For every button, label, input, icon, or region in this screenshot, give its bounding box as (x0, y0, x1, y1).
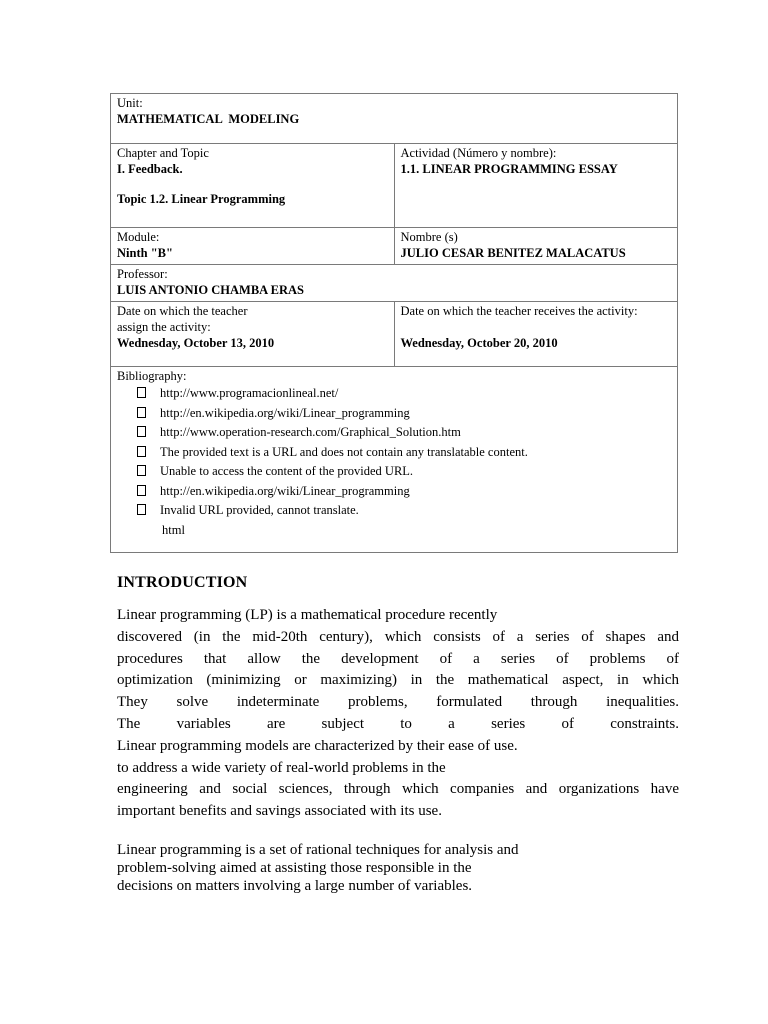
checkbox-bullet-icon (137, 446, 146, 457)
bibliography-item: Invalid URL provided, cannot translate. (137, 502, 671, 522)
paragraph-line: Linear programming models are characterized by their ease of use. (117, 737, 518, 754)
bibliography-tail: html (162, 522, 185, 537)
checkbox-bullet-icon (137, 485, 146, 496)
bibliography-item: http://www.programacionlineal.net/ (137, 385, 671, 405)
bibliography-label: Bibliography: (117, 369, 187, 383)
paragraph-line: problem-solving aimed at assisting those responsible in the (117, 859, 472, 876)
checkbox-bullet-icon (137, 407, 146, 418)
module-value: Ninth "B" (117, 246, 173, 260)
assign-date-cell (111, 302, 395, 367)
paragraph-line: discovered (in the mid-20th century), which consists of a series of shapes and (117, 628, 679, 645)
introduction-section (117, 574, 679, 895)
professor-value: LUIS ANTONIO CHAMBA ERAS (117, 283, 304, 297)
paragraph-line: procedures that allow the development of a series of problems of (117, 650, 679, 667)
chapter-value: I. Feedback. (117, 162, 183, 176)
bibliography-item: http://en.wikipedia.org/wiki/Linear_programming (137, 405, 671, 425)
name-cell (394, 228, 678, 265)
assign-date-value: Wednesday, October 13, 2010 (117, 336, 275, 350)
activity-label: Actividad (Número y nombre): (400, 146, 557, 160)
bibliography-item: http://www.operation-research.com/Graphical_Solution.htm (137, 424, 671, 444)
professor-cell (111, 265, 678, 302)
bibliography-item: http://en.wikipedia.org/wiki/Linear_programming (137, 483, 671, 503)
unit-value: MATHEMATICAL MODELING (117, 112, 300, 126)
bibliography-list (117, 385, 671, 522)
chapter-cell (111, 144, 395, 228)
module-label: Module: (117, 230, 160, 244)
unit-cell (111, 94, 678, 144)
module-cell (111, 228, 395, 265)
receive-date-value: Wednesday, October 20, 2010 (400, 336, 558, 350)
activity-cell (394, 144, 678, 228)
name-label: Nombre (s) (400, 230, 458, 244)
paragraph-line: engineering and social sciences, through which companies and organizations have (117, 781, 679, 798)
paragraph-line: The variables are subject to a series of constraints. (117, 715, 679, 732)
professor-label: Professor: (117, 267, 168, 281)
unit-label: Unit: (117, 96, 143, 110)
checkbox-bullet-icon (137, 387, 146, 398)
topic-value: Topic 1.2. Linear Programming (117, 192, 286, 206)
introduction-paragraph-2 (117, 841, 679, 895)
paragraph-line: They solve indeterminate problems, formulated through inequalities. (117, 694, 679, 711)
paragraph-line: to address a wide variety of real-world problems in the (117, 759, 446, 776)
activity-value: 1.1. LINEAR PROGRAMMING ESSAY (400, 162, 618, 176)
assign-date-label-1: Date on which the teacher (117, 304, 248, 318)
bibliography-item: The provided text is a URL and does not contain any translatable content. (137, 444, 671, 464)
activity-info-table (110, 93, 678, 553)
bibliography-item: Unable to access the content of the provided URL. (137, 463, 671, 483)
checkbox-bullet-icon (137, 504, 146, 515)
bibliography-cell (111, 367, 678, 553)
paragraph-line: important benefits and savings associated with its use. (117, 803, 442, 820)
checkbox-bullet-icon (137, 426, 146, 437)
introduction-paragraph-1 (117, 605, 679, 823)
checkbox-bullet-icon (137, 465, 146, 476)
introduction-heading: INTRODUCTION (117, 574, 248, 591)
assign-date-label-2: assign the activity: (117, 320, 211, 334)
paragraph-line: Linear programming (LP) is a mathematical procedure recently (117, 607, 498, 623)
paragraph-line: decisions on matters involving a large number of variables. (117, 877, 473, 894)
receive-date-label: Date on which the teacher receives the activity: (400, 304, 638, 318)
paragraph-line: optimization (minimizing or maximizing) in the mathematical aspect, in which (117, 672, 679, 689)
name-value: JULIO CESAR BENITEZ MALACATUS (400, 246, 626, 260)
chapter-label: Chapter and Topic (117, 146, 209, 160)
receive-date-cell (394, 302, 678, 367)
paragraph-line: Linear programming is a set of rational techniques for analysis and (117, 841, 519, 858)
